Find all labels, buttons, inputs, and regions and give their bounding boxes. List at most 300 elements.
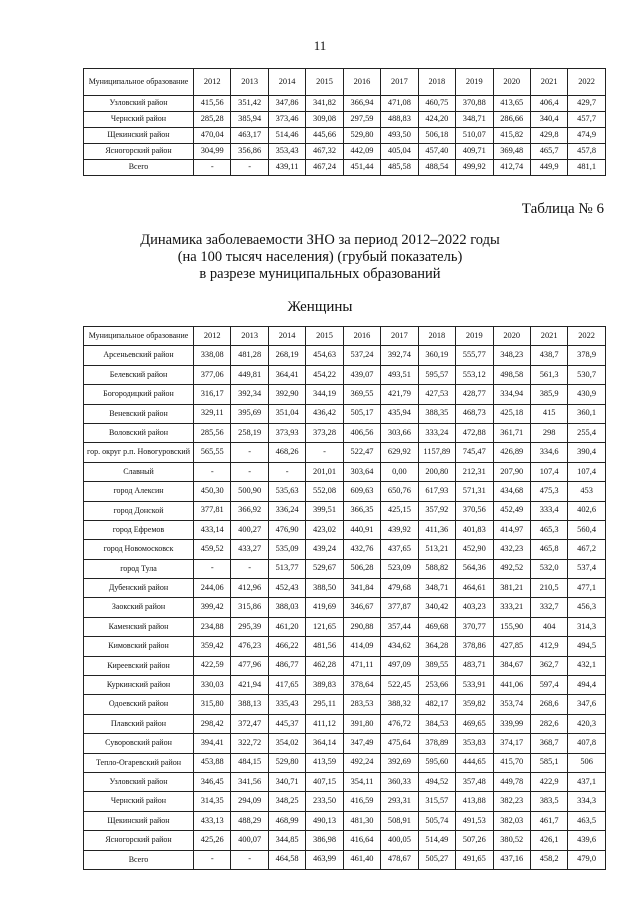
table-cell-value: 294,09 (231, 792, 268, 811)
table-cell-value: 360,33 (381, 772, 418, 791)
table-cell-value: 464,58 (268, 850, 305, 869)
table-cell-value: 415,70 (493, 753, 530, 772)
title-line: (на 100 тысяч населения) (грубый показатель) (177, 249, 463, 265)
table-cell-value: 466,22 (268, 637, 305, 656)
table-cell-value: 388,13 (231, 695, 268, 714)
table-cell-value: 585,1 (530, 753, 567, 772)
table-cell-value: - (194, 160, 231, 176)
table-cell-value: 381,21 (493, 579, 530, 598)
table-cell-value: 462,28 (306, 656, 343, 675)
column-header-year: 2017 (381, 69, 418, 96)
table-cell-value: 481,56 (306, 637, 343, 656)
table-cell-value: 366,92 (231, 501, 268, 520)
table-cell-value: 348,25 (268, 792, 305, 811)
table-cell-value: 415,56 (194, 96, 231, 112)
table-cell-value: 362,7 (530, 656, 567, 675)
table-cell-value: 745,47 (456, 443, 493, 462)
table-cell-value: 463,5 (568, 811, 605, 830)
table-cell-value: 330,03 (194, 676, 231, 695)
table-row (84, 423, 606, 442)
column-header-year: 2017 (381, 327, 418, 346)
table-row (84, 695, 606, 714)
table-cell-value: 370,77 (456, 617, 493, 636)
table-cell-value: 429,8 (530, 128, 567, 144)
table-cell-value: 373,93 (268, 423, 305, 442)
table-cell-value: 497,09 (381, 656, 418, 675)
row-municipality-name: Веневский район (84, 404, 194, 423)
table-row (84, 811, 606, 830)
table-row (84, 128, 606, 144)
table-cell-value: 377,06 (194, 365, 231, 384)
column-header-year: 2022 (568, 327, 605, 346)
table-cell-value: 333,21 (493, 598, 530, 617)
table-row (84, 734, 606, 753)
table-cell-value: 505,27 (418, 850, 455, 869)
header-row (84, 69, 606, 96)
table-cell-value: 469,65 (456, 714, 493, 733)
table-cell-value: 419,69 (306, 598, 343, 617)
table-cell-value: 298,42 (194, 714, 231, 733)
table-cell-value: 255,4 (568, 423, 605, 442)
table-cell-value: 366,35 (343, 501, 380, 520)
table-cell-value: 457,7 (568, 112, 605, 128)
table-cell-value: 514,49 (418, 831, 455, 850)
table-cell-value: 595,57 (418, 365, 455, 384)
table-cell-value: 490,13 (306, 811, 343, 830)
column-header-year: 2013 (231, 327, 268, 346)
table-cell-value: 482,17 (418, 695, 455, 714)
table-cell-value: 529,67 (306, 559, 343, 578)
table-cell-value: 597,4 (530, 676, 567, 695)
table-cell-value: 341,82 (306, 96, 343, 112)
table-cell-value: 469,68 (418, 617, 455, 636)
column-header-year: 2020 (493, 69, 530, 96)
table-cell-value: 467,32 (306, 144, 343, 160)
table-cell-value: 415,82 (493, 128, 530, 144)
table-cell-value: 347,86 (268, 96, 305, 112)
row-municipality-name: Арсеньевский район (84, 346, 194, 365)
table-cell-value: 377,87 (381, 598, 418, 617)
table-cell-value: 268,19 (268, 346, 305, 365)
row-municipality-name: Щекинский район (84, 811, 194, 830)
table-cell-value: 348,71 (418, 579, 455, 598)
table-cell-value: 437,65 (381, 540, 418, 559)
table-cell-value: 491,65 (456, 850, 493, 869)
table-cell-value: 378,9 (568, 346, 605, 365)
table-cell-value: 285,56 (194, 423, 231, 442)
table-cell-value: 356,86 (231, 144, 268, 160)
table-cell-value: 475,3 (530, 482, 567, 501)
table-cell-value: 476,72 (381, 714, 418, 733)
table-cell-value: 384,67 (493, 656, 530, 675)
table-cell-value: 513,21 (418, 540, 455, 559)
table-cell-value: 493,51 (381, 365, 418, 384)
column-header-municipality: Муниципальное образование (84, 327, 194, 346)
table-cell-value: 454,63 (306, 346, 343, 365)
table-cell-value: 377,81 (194, 501, 231, 520)
table-cell-value: 401,83 (456, 520, 493, 539)
table-cell-value: 421,94 (231, 676, 268, 695)
table-row (84, 540, 606, 559)
row-municipality-name: Узловский район (84, 96, 194, 112)
table-cell-value: 353,74 (493, 695, 530, 714)
table-cell-value: 388,32 (381, 695, 418, 714)
table-cell-value: 530,7 (568, 365, 605, 384)
table-cell-value: 354,02 (268, 734, 305, 753)
table-cell-value: 407,8 (568, 734, 605, 753)
table-cell-value: 422,59 (194, 656, 231, 675)
table-cell-value: 378,64 (343, 676, 380, 695)
table-cell-value: 407,15 (306, 772, 343, 791)
table-cell-value: 506 (568, 753, 605, 772)
table-row (84, 617, 606, 636)
column-header-year: 2012 (194, 69, 231, 96)
table-cell-value: 347,6 (568, 695, 605, 714)
women-incidence-table (83, 326, 606, 870)
table-cell-value: 535,09 (268, 540, 305, 559)
row-municipality-name: гор. округ р.п. Новогуровский (84, 443, 194, 462)
table-cell-value: 510,07 (456, 128, 493, 144)
table-cell-value: 452,43 (268, 579, 305, 598)
table-cell-value: 353,43 (268, 144, 305, 160)
table-cell-value: 494,4 (568, 676, 605, 695)
table-cell-value: 522,45 (381, 676, 418, 695)
table-cell-value: 457,8 (568, 144, 605, 160)
table-cell-value: 414,09 (343, 637, 380, 656)
table-cell-value: 336,24 (268, 501, 305, 520)
table-cell-value: 434,68 (493, 482, 530, 501)
table-cell-value: 268,6 (530, 695, 567, 714)
table-cell-value: 432,23 (493, 540, 530, 559)
table-cell-value: 533,91 (456, 676, 493, 695)
column-header-year: 2012 (194, 327, 231, 346)
column-header-year: 2015 (306, 327, 343, 346)
table-cell-value: 535,63 (268, 482, 305, 501)
table-cell-value: 426,1 (530, 831, 567, 850)
table-cell-value: - (306, 443, 343, 462)
table-cell-value: 357,48 (456, 772, 493, 791)
table-cell-value: 459,52 (194, 540, 231, 559)
table-cell-value: 304,99 (194, 144, 231, 160)
table-cell-value: 368,7 (530, 734, 567, 753)
table-cell-value: 412,74 (493, 160, 530, 176)
table-cell-value: 493,50 (381, 128, 418, 144)
title-line: Динамика заболеваемости ЗНО за период 2012–2022 годы (140, 232, 500, 248)
table-cell-value: 436,42 (306, 404, 343, 423)
table-cell-value: 389,83 (306, 676, 343, 695)
table-cell-value: 329,11 (194, 404, 231, 423)
table-cell-value: 413,59 (306, 753, 343, 772)
table-cell-value: 344,85 (268, 831, 305, 850)
table-cell-value: 392,34 (231, 385, 268, 404)
table-cell-value: 460,75 (418, 96, 455, 112)
table-row (84, 96, 606, 112)
table-cell-value: 253,66 (418, 676, 455, 695)
table-cell-value: 201,01 (306, 462, 343, 481)
table-cell-value: 440,91 (343, 520, 380, 539)
table-cell-value: 439,11 (268, 160, 305, 176)
table-cell-value: 400,07 (231, 831, 268, 850)
table-cell-value: 449,81 (231, 365, 268, 384)
table-row (84, 792, 606, 811)
table-cell-value: 334,3 (568, 792, 605, 811)
table-cell-value: 360,1 (568, 404, 605, 423)
table-cell-value: 364,41 (268, 365, 305, 384)
table-cell-value: 400,05 (381, 831, 418, 850)
table-row (84, 753, 606, 772)
table-cell-value: - (231, 443, 268, 462)
row-municipality-name: город Донской (84, 501, 194, 520)
table-cell-value: 107,4 (530, 462, 567, 481)
table-title (0, 232, 640, 283)
table-cell-value: 433,14 (194, 520, 231, 539)
table-cell-value: 353,83 (456, 734, 493, 753)
table-cell-value: 341,84 (343, 579, 380, 598)
table-cell-value: 335,43 (268, 695, 305, 714)
table-cell-value: 537,24 (343, 346, 380, 365)
table-cell-value: 427,53 (418, 385, 455, 404)
table-cell-value: 458,2 (530, 850, 567, 869)
table-cell-value: 425,26 (194, 831, 231, 850)
table-cell-value: 461,20 (268, 617, 305, 636)
table-cell-value: 403,23 (456, 598, 493, 617)
row-municipality-name: Суворовский район (84, 734, 194, 753)
table-cell-value: 529,80 (343, 128, 380, 144)
table-row (84, 559, 606, 578)
table-cell-value: 499,92 (456, 160, 493, 176)
table-cell-value: 303,66 (381, 423, 418, 442)
table-cell-value: 333,4 (530, 501, 567, 520)
table-cell-value: 479,68 (381, 579, 418, 598)
table-cell-value: 347,49 (343, 734, 380, 753)
table-cell-value: 479,0 (568, 850, 605, 869)
table-cell-value: 514,46 (268, 128, 305, 144)
table-row (84, 520, 606, 539)
table-cell-value: 464,61 (456, 579, 493, 598)
column-header-year: 2018 (418, 69, 455, 96)
table-cell-value: 372,47 (231, 714, 268, 733)
table-cell-value: 452,90 (456, 540, 493, 559)
table-cell-value: 417,65 (268, 676, 305, 695)
table-row (84, 112, 606, 128)
table-cell-value: 298 (530, 423, 567, 442)
table-cell-value: 348,71 (456, 112, 493, 128)
table-cell-value: 481,30 (343, 811, 380, 830)
table-cell-value: 402,6 (568, 501, 605, 520)
table-cell-value: 244,06 (194, 579, 231, 598)
table-cell-value: 488,83 (381, 112, 418, 128)
table-cell-value: 438,7 (530, 346, 567, 365)
table-cell-value: 498,58 (493, 365, 530, 384)
table-cell-value: 412,96 (231, 579, 268, 598)
table-row (84, 160, 606, 176)
table-cell-value: 361,71 (493, 423, 530, 442)
table-cell-value: 425,18 (493, 404, 530, 423)
table-cell-value: 565,55 (194, 443, 231, 462)
table-cell-value: 617,93 (418, 482, 455, 501)
column-header-year: 2021 (530, 69, 567, 96)
table-row (84, 714, 606, 733)
table-cell-value: 285,28 (194, 112, 231, 128)
table-cell-value: 433,27 (231, 540, 268, 559)
table-cell-value: 629,92 (381, 443, 418, 462)
table-cell-value: 506,28 (343, 559, 380, 578)
table-cell-value: 212,31 (456, 462, 493, 481)
table-cell-value: 392,90 (268, 385, 305, 404)
table-cell-value: 461,40 (343, 850, 380, 869)
table-cell-value: 121,65 (306, 617, 343, 636)
table-row (84, 579, 606, 598)
table-cell-value: 293,31 (381, 792, 418, 811)
table-cell-value: - (194, 850, 231, 869)
table-cell-value: 374,17 (493, 734, 530, 753)
table-cell-value: 369,55 (343, 385, 380, 404)
table-cell-value: 200,80 (418, 462, 455, 481)
table-cell-value: 505,74 (418, 811, 455, 830)
table-cell-value: 432,76 (343, 540, 380, 559)
table-cell-value: 529,80 (268, 753, 305, 772)
table-cell-value: - (231, 160, 268, 176)
column-header-year: 2013 (231, 69, 268, 96)
table-row (84, 501, 606, 520)
table-cell-value: 155,90 (493, 617, 530, 636)
title-line: в разрезе муниципальных образований (199, 266, 441, 282)
table-cell-value: 428,77 (456, 385, 493, 404)
top-incidence-table (83, 68, 606, 176)
table-cell-value: - (231, 462, 268, 481)
table-cell-value: 463,17 (231, 128, 268, 144)
table-cell-value: 424,20 (418, 112, 455, 128)
row-municipality-name: город Тула (84, 559, 194, 578)
table-cell-value: 555,77 (456, 346, 493, 365)
table-cell-value: 389,55 (418, 656, 455, 675)
row-municipality-name: Щекинский район (84, 128, 194, 144)
table-cell-value: 442,09 (343, 144, 380, 160)
column-header-year: 2018 (418, 327, 455, 346)
table-cell-value: 420,3 (568, 714, 605, 733)
table-cell-value: 561,3 (530, 365, 567, 384)
table-cell-value: 452,49 (493, 501, 530, 520)
table-cell-value: 571,31 (456, 482, 493, 501)
table-cell-value: 444,65 (456, 753, 493, 772)
table-cell-value: 370,88 (456, 96, 493, 112)
table-cell-value: 385,94 (231, 112, 268, 128)
column-header-municipality: Муниципальное образование (84, 69, 194, 96)
table-cell-value: 406,56 (343, 423, 380, 442)
row-municipality-name: Заокский район (84, 598, 194, 617)
table-row (84, 482, 606, 501)
table-cell-value: 210,5 (530, 579, 567, 598)
table-cell-value: 297,59 (343, 112, 380, 128)
table-cell-value: 465,7 (530, 144, 567, 160)
page-number: 11 (313, 38, 327, 53)
table-cell-value: 508,91 (381, 811, 418, 830)
row-municipality-name: Каменский район (84, 617, 194, 636)
table-cell-value: 465,3 (530, 520, 567, 539)
table-cell-value: 388,35 (418, 404, 455, 423)
table-cell-value: 476,23 (231, 637, 268, 656)
table-cell-value: 385,9 (530, 385, 567, 404)
table-row (84, 676, 606, 695)
table-cell-value: 494,5 (568, 637, 605, 656)
table-cell-value: 339,99 (493, 714, 530, 733)
table-cell-value: 382,03 (493, 811, 530, 830)
table-cell-value: 340,4 (530, 112, 567, 128)
table-cell-value: 471,08 (381, 96, 418, 112)
table-cell-value: 500,90 (231, 482, 268, 501)
table-cell-value: 234,88 (194, 617, 231, 636)
table-cell-value: 348,23 (493, 346, 530, 365)
table-cell-value: 445,37 (268, 714, 305, 733)
table-cell-value: 506,18 (418, 128, 455, 144)
table-cell-value: 468,26 (268, 443, 305, 462)
column-header-year: 2014 (268, 69, 305, 96)
table-cell-value: 107,4 (568, 462, 605, 481)
table-cell-value: 207,90 (493, 462, 530, 481)
row-municipality-name: Ясногорский район (84, 144, 194, 160)
table-cell-value: 474,9 (568, 128, 605, 144)
table-cell-value: 414,97 (493, 520, 530, 539)
table-cell-value: 467,2 (568, 540, 605, 559)
table-cell-value: 395,69 (231, 404, 268, 423)
column-header-year: 2021 (530, 327, 567, 346)
table-cell-value: 340,71 (268, 772, 305, 791)
table-cell-value: 468,99 (268, 811, 305, 830)
table-cell-value: 258,19 (231, 423, 268, 442)
table-cell-value: 471,11 (343, 656, 380, 675)
column-header-year: 2019 (456, 327, 493, 346)
table-cell-value: 344,19 (306, 385, 343, 404)
column-header-year: 2014 (268, 327, 305, 346)
table-cell-value: 392,74 (381, 346, 418, 365)
table-cell-value: 412,9 (530, 637, 567, 656)
table-row (84, 385, 606, 404)
table-cell-value: 411,36 (418, 520, 455, 539)
table-cell-value: 465,8 (530, 540, 567, 559)
table-row (84, 598, 606, 617)
table-cell-value: 470,04 (194, 128, 231, 144)
table-cell-value: 437,16 (493, 850, 530, 869)
table-cell-value: 422,9 (530, 772, 567, 791)
table-cell-value: 463,99 (306, 850, 343, 869)
table-cell-value: 295,11 (306, 695, 343, 714)
table-cell-value: 233,50 (306, 792, 343, 811)
table-cell-value: 282,6 (530, 714, 567, 733)
table-cell-value: 456,3 (568, 598, 605, 617)
table-row (84, 850, 606, 869)
table-cell-value: 450,30 (194, 482, 231, 501)
table-cell-value: 357,92 (418, 501, 455, 520)
table-cell-value: 404 (530, 617, 567, 636)
table-cell-value: 314,35 (194, 792, 231, 811)
table-cell-value: 532,0 (530, 559, 567, 578)
column-header-year: 2022 (568, 69, 605, 96)
table-cell-value: 588,82 (418, 559, 455, 578)
table-cell-value: 461,7 (530, 811, 567, 830)
table-cell-value: 478,67 (381, 850, 418, 869)
table-cell-value: 351,04 (268, 404, 305, 423)
row-municipality-name: Куркинский район (84, 676, 194, 695)
table-cell-value: 333,24 (418, 423, 455, 442)
table-cell-value: 449,9 (530, 160, 567, 176)
table-cell-value: 523,09 (381, 559, 418, 578)
table-cell-value: 334,6 (530, 443, 567, 462)
table-cell-value: 421,79 (381, 385, 418, 404)
table-cell-value: 481,28 (231, 346, 268, 365)
table-cell-value: 378,86 (456, 637, 493, 656)
table-cell-value: 399,42 (194, 598, 231, 617)
table-row (84, 656, 606, 675)
